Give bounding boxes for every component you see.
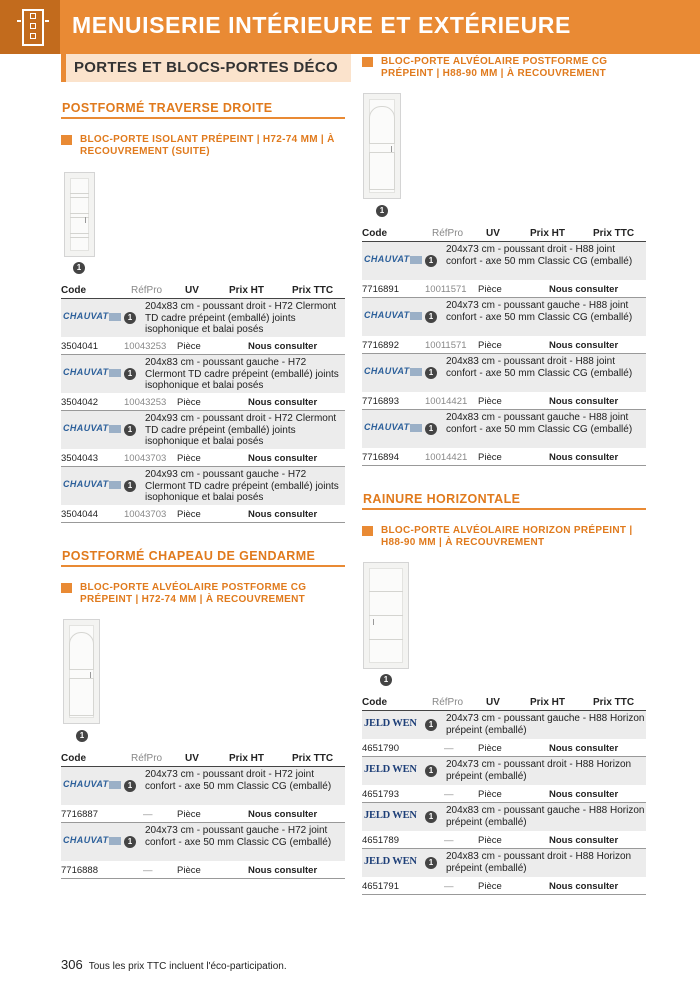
product-refpro: 10043703 bbox=[124, 509, 167, 520]
product-subtitle: BLOC-PORTE ALVÉOLAIRE POSTFORME CG PRÉPEINT | H72-74 MM | À RECOUVREMENT bbox=[80, 582, 307, 605]
product-code: 7716888 bbox=[61, 865, 98, 876]
chauvat-logo: CHAUVAT bbox=[63, 367, 119, 379]
product-uv: Pièce bbox=[177, 509, 201, 520]
chauvat-logo: CHAUVAT bbox=[63, 835, 119, 847]
product-code: 4651793 bbox=[362, 789, 399, 800]
jeldwen-logo: JELD WEN bbox=[364, 764, 417, 775]
table-row bbox=[61, 467, 345, 523]
product-price: Nous consulter bbox=[549, 835, 619, 846]
jeldwen-logo: JELD WEN bbox=[364, 718, 417, 729]
page-title: MENUISERIE INTÉRIEURE ET EXTÉRIEURE bbox=[72, 12, 571, 38]
image-number-badge: 1 bbox=[425, 423, 437, 435]
header-code: Code bbox=[362, 697, 387, 708]
image-number-badge: 1 bbox=[124, 780, 136, 792]
table-row bbox=[362, 298, 646, 354]
product-refpro: 10043253 bbox=[124, 341, 167, 352]
door-image bbox=[63, 619, 100, 724]
product-refpro: — bbox=[143, 809, 153, 820]
chauvat-logo: CHAUVAT bbox=[63, 311, 119, 323]
chauvat-logo: CHAUVAT bbox=[63, 479, 119, 491]
product-refpro: 10011571 bbox=[425, 340, 467, 351]
image-number-badge: 1 bbox=[76, 730, 88, 742]
chauvat-logo: CHAUVAT bbox=[364, 254, 420, 266]
table-row bbox=[362, 803, 646, 849]
product-description: 204x73 cm - poussant droit - H72 joint confort - axe 50 mm Classic CG (emballé) bbox=[145, 769, 332, 792]
header-refpro: RéfPro bbox=[131, 285, 163, 296]
section-title-traverse-droite: POSTFORMÉ TRAVERSE DROITE bbox=[62, 101, 273, 115]
image-number-badge: 1 bbox=[376, 205, 388, 217]
product-description: 204x73 cm - poussant gauche - H72 joint confort - axe 50 mm Classic CG (emballé) bbox=[145, 825, 332, 848]
product-uv: Pièce bbox=[478, 881, 502, 892]
table-row bbox=[61, 299, 345, 355]
product-price: Nous consulter bbox=[549, 789, 619, 800]
product-subtitle: BLOC-PORTE ALVÉOLAIRE HORIZON PRÉPEINT | H88-90 MM | À RECOUVREMENT bbox=[381, 525, 633, 548]
product-code: 4651790 bbox=[362, 743, 399, 754]
chauvat-logo: CHAUVAT bbox=[364, 366, 420, 378]
section-divider bbox=[61, 117, 345, 119]
header-uv: UV bbox=[486, 228, 500, 239]
header-code: Code bbox=[61, 753, 86, 764]
product-code: 7716892 bbox=[362, 340, 399, 351]
product-code: 3504041 bbox=[61, 341, 98, 352]
table-header bbox=[61, 749, 345, 767]
image-number-badge: 1 bbox=[425, 367, 437, 379]
product-code: 3504043 bbox=[61, 453, 98, 464]
section-divider bbox=[61, 565, 345, 567]
product-price: Nous consulter bbox=[549, 340, 619, 351]
product-price: Nous consulter bbox=[549, 743, 619, 754]
product-description: 204x83 cm - poussant droit - H88 joint confort - axe 50 mm Classic CG (emballé) bbox=[446, 356, 633, 379]
product-price: Nous consulter bbox=[248, 397, 318, 408]
table-row bbox=[362, 711, 646, 757]
image-number-badge: 1 bbox=[425, 765, 437, 777]
product-uv: Pièce bbox=[177, 865, 201, 876]
product-description: 204x73 cm - poussant gauche - H88 Horizon prépeint (emballé) bbox=[446, 713, 645, 736]
table-header bbox=[362, 224, 646, 242]
image-number-badge: 1 bbox=[380, 674, 392, 686]
product-uv: Pièce bbox=[177, 453, 201, 464]
chauvat-logo: CHAUVAT bbox=[63, 423, 119, 435]
product-description: 204x73 cm - poussant droit - H88 Horizon prépeint (emballé) bbox=[446, 759, 632, 782]
section-title-chapeau-gendarme: POSTFORMÉ CHAPEAU DE GENDARME bbox=[62, 549, 316, 563]
door-image bbox=[363, 562, 409, 669]
category-tab bbox=[61, 54, 351, 82]
product-refpro: — bbox=[444, 881, 454, 892]
header-prix-ht: Prix HT bbox=[530, 697, 566, 708]
header-prix-ttc: Prix TTC bbox=[292, 285, 334, 296]
product-description: 204x83 cm - poussant gauche - H72 Clermont TD cadre prépeint (emballé) joints isophonique et balai posés bbox=[145, 357, 339, 391]
image-number-badge: 1 bbox=[425, 719, 437, 731]
door-image bbox=[64, 172, 95, 257]
table-header bbox=[362, 693, 646, 711]
header-refpro: RéfPro bbox=[131, 753, 163, 764]
product-code: 4651789 bbox=[362, 835, 399, 846]
product-uv: Pièce bbox=[478, 452, 502, 463]
product-refpro: — bbox=[143, 865, 153, 876]
product-price: Nous consulter bbox=[248, 341, 318, 352]
image-number-badge: 1 bbox=[425, 857, 437, 869]
page-footer bbox=[61, 957, 287, 972]
product-refpro: — bbox=[444, 789, 454, 800]
image-number-badge: 1 bbox=[425, 811, 437, 823]
chauvat-logo: CHAUVAT bbox=[63, 779, 119, 791]
image-number-badge: 1 bbox=[73, 262, 85, 274]
section-divider bbox=[362, 508, 646, 510]
header-prix-ht: Prix HT bbox=[229, 285, 265, 296]
product-subtitle: BLOC-PORTE ISOLANT PRÉPEINT | H72-74 MM | À RECOUVREMENT (SUITE) bbox=[80, 134, 335, 157]
product-price: Nous consulter bbox=[248, 453, 318, 464]
header-code: Code bbox=[61, 285, 86, 296]
product-table bbox=[61, 749, 345, 879]
product-description: 204x83 cm - poussant gauche - H88 joint confort - axe 50 mm Classic CG (emballé) bbox=[446, 412, 633, 435]
product-price: Nous consulter bbox=[549, 284, 619, 295]
product-refpro: — bbox=[444, 743, 454, 754]
page-header bbox=[0, 0, 700, 54]
header-prix-ht: Prix HT bbox=[530, 228, 566, 239]
image-number-badge: 1 bbox=[425, 311, 437, 323]
page-number: 306 bbox=[61, 957, 83, 972]
product-uv: Pièce bbox=[177, 809, 201, 820]
product-uv: Pièce bbox=[478, 340, 502, 351]
product-code: 7716887 bbox=[61, 809, 98, 820]
product-refpro: 10043253 bbox=[124, 397, 167, 408]
jeldwen-logo: JELD WEN bbox=[364, 856, 417, 867]
product-code: 7716893 bbox=[362, 396, 399, 407]
jeldwen-logo: JELD WEN bbox=[364, 810, 417, 821]
product-description: 204x93 cm - poussant droit - H72 Clermont TD cadre prépeint (emballé) joints isophonique et balai posés bbox=[145, 413, 337, 447]
category-tab-title: PORTES ET BLOCS-PORTES DÉCO bbox=[74, 59, 338, 76]
door-category-icon bbox=[0, 0, 60, 54]
header-uv: UV bbox=[185, 753, 199, 764]
product-uv: Pièce bbox=[177, 397, 201, 408]
product-refpro: 10014421 bbox=[425, 452, 468, 463]
product-uv: Pièce bbox=[478, 396, 502, 407]
product-price: Nous consulter bbox=[549, 452, 619, 463]
product-table bbox=[362, 224, 646, 466]
table-row bbox=[61, 411, 345, 467]
header-prix-ttc: Prix TTC bbox=[593, 697, 635, 708]
product-price: Nous consulter bbox=[549, 396, 619, 407]
product-table bbox=[61, 281, 345, 523]
table-row bbox=[61, 767, 345, 823]
product-uv: Pièce bbox=[177, 341, 201, 352]
product-code: 3504042 bbox=[61, 397, 98, 408]
product-refpro: 10011571 bbox=[425, 284, 467, 295]
table-row bbox=[362, 410, 646, 466]
product-description: 204x73 cm - poussant droit - H88 joint confort - axe 50 mm Classic CG (emballé) bbox=[446, 244, 633, 267]
image-number-badge: 1 bbox=[124, 480, 136, 492]
header-uv: UV bbox=[185, 285, 199, 296]
table-row bbox=[362, 354, 646, 410]
product-code: 3504044 bbox=[61, 509, 98, 520]
product-code: 7716894 bbox=[362, 452, 399, 463]
product-refpro: 10014421 bbox=[425, 396, 468, 407]
table-row bbox=[362, 757, 646, 803]
product-code: 4651791 bbox=[362, 881, 399, 892]
header-refpro: RéfPro bbox=[432, 697, 464, 708]
image-number-badge: 1 bbox=[124, 368, 136, 380]
product-table bbox=[362, 693, 646, 895]
product-description: 204x83 cm - poussant gauche - H88 Horizon prépeint (emballé) bbox=[446, 805, 645, 828]
product-refpro: — bbox=[444, 835, 454, 846]
header-prix-ht: Prix HT bbox=[229, 753, 265, 764]
section-title-rainure-horizontale: RAINURE HORIZONTALE bbox=[363, 492, 521, 506]
footer-note: Tous les prix TTC incluent l'éco-participation. bbox=[88, 961, 287, 972]
orange-square-icon bbox=[362, 526, 373, 536]
table-row bbox=[61, 823, 345, 879]
orange-square-icon bbox=[61, 583, 72, 593]
table-row bbox=[362, 849, 646, 895]
image-number-badge: 1 bbox=[124, 312, 136, 324]
orange-square-icon bbox=[61, 135, 72, 145]
door-image bbox=[363, 93, 401, 199]
header-code: Code bbox=[362, 228, 387, 239]
header-refpro: RéfPro bbox=[432, 228, 464, 239]
product-price: Nous consulter bbox=[248, 809, 318, 820]
image-number-badge: 1 bbox=[425, 255, 437, 267]
image-number-badge: 1 bbox=[124, 836, 136, 848]
product-price: Nous consulter bbox=[248, 509, 318, 520]
orange-square-icon bbox=[362, 57, 373, 67]
chauvat-logo: CHAUVAT bbox=[364, 422, 420, 434]
image-number-badge: 1 bbox=[124, 424, 136, 436]
table-row bbox=[61, 355, 345, 411]
product-uv: Pièce bbox=[478, 284, 502, 295]
table-row bbox=[362, 242, 646, 298]
product-code: 7716891 bbox=[362, 284, 399, 295]
product-uv: Pièce bbox=[478, 743, 502, 754]
product-price: Nous consulter bbox=[248, 865, 318, 876]
header-uv: UV bbox=[486, 697, 500, 708]
product-description: 204x83 cm - poussant droit - H72 Clermont TD cadre prépeint (emballé) joints isophonique et balai posés bbox=[145, 301, 337, 335]
product-price: Nous consulter bbox=[549, 881, 619, 892]
header-prix-ttc: Prix TTC bbox=[292, 753, 334, 764]
product-description: 204x93 cm - poussant gauche - H72 Clermont TD cadre prépeint (emballé) joints isophonique et balai posés bbox=[145, 469, 339, 503]
product-description: 204x83 cm - poussant droit - H88 Horizon prépeint (emballé) bbox=[446, 851, 632, 874]
chauvat-logo: CHAUVAT bbox=[364, 310, 420, 322]
product-description: 204x73 cm - poussant gauche - H88 joint confort - axe 50 mm Classic CG (emballé) bbox=[446, 300, 633, 323]
product-subtitle: BLOC-PORTE ALVÉOLAIRE POSTFORME CG PRÉPEINT | H88-90 MM | À RECOUVREMENT bbox=[381, 56, 608, 79]
header-prix-ttc: Prix TTC bbox=[593, 228, 635, 239]
product-uv: Pièce bbox=[478, 835, 502, 846]
product-uv: Pièce bbox=[478, 789, 502, 800]
product-refpro: 10043703 bbox=[124, 453, 167, 464]
table-header bbox=[61, 281, 345, 299]
